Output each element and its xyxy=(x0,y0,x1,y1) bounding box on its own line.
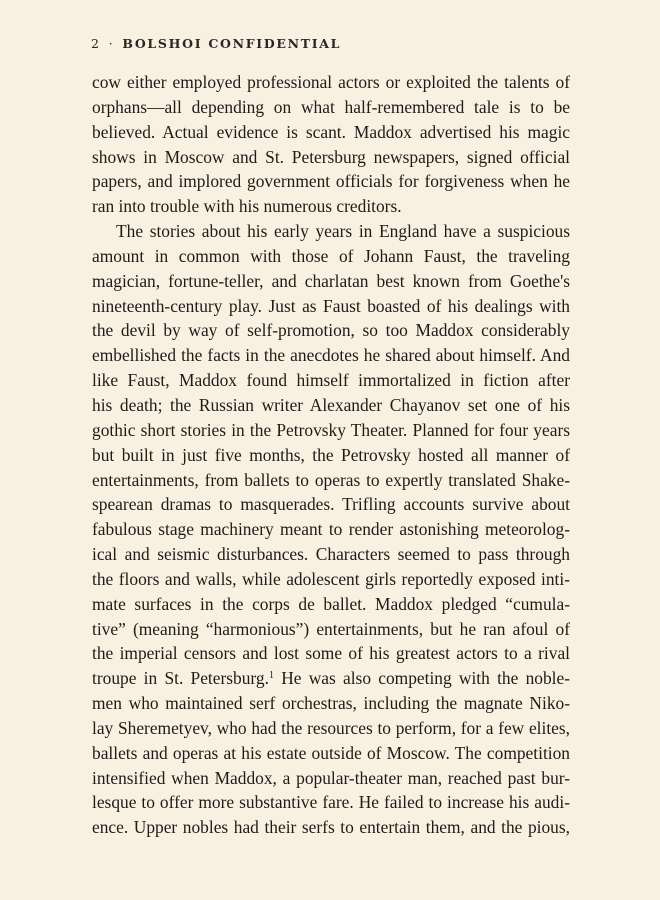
text-line-with-footnote xyxy=(92,666,570,691)
footnote-marker[interactable]: 1 xyxy=(268,670,274,682)
text-line: tive” (meaning “harmonious”) entertainments, but he ran afoul of xyxy=(92,618,570,639)
text-line: his death; the Russian writer Alexander Chayanov set one of his xyxy=(92,394,570,415)
text-line: orphans—all depending on what half-remembered tale is to be xyxy=(92,96,570,117)
text-line: amount in common with those of Johann Faust, the traveling xyxy=(92,245,570,266)
text-line: ballets and operas at his estate outside of Moscow. The competition xyxy=(92,742,570,763)
text-line: shows in Moscow and St. Petersburg newspapers, signed official xyxy=(92,146,570,167)
page-number: 2 xyxy=(91,36,101,51)
text-line: the floors and walls, while adolescent girls reportedly exposed inti- xyxy=(92,568,570,589)
text-line: spearean dramas to masquerades. Trifling accounts survive about xyxy=(92,494,570,515)
text-line: intensified when Maddox, a popular-theater man, reached past bur- xyxy=(92,767,570,788)
text-line: the devil by way of self-promotion, so too Maddox considerably xyxy=(92,320,570,341)
text-line: ence. Upper nobles had their serfs to entertain them, and the pious, xyxy=(92,817,570,838)
text-line: nineteenth-century play. Just as Faust boasted of his dealings with xyxy=(92,295,570,316)
text-line: ran into trouble with his numerous creditors. xyxy=(92,196,402,217)
text-line: ical and seismic disturbances. Characters seemed to pass through xyxy=(92,544,570,565)
text-line: papers, and implored government officials for forgiveness when he xyxy=(92,171,570,192)
text-line: fabulous stage machinery meant to render astonishing meteorolog- xyxy=(92,519,570,540)
text-line: believed. Actual evidence is scant. Maddox advertised his magic xyxy=(92,121,570,142)
paragraph-start-line: The stories about his early years in England have a suspicious xyxy=(116,221,570,242)
text-line: men who maintained serf orchestras, including the magnate Niko- xyxy=(92,693,570,714)
text-line: but built in just five months, the Petrovsky hosted all manner of xyxy=(92,444,570,465)
text-segment: He was also competing with the noble- xyxy=(273,668,570,689)
text-line: entertainments, from ballets to operas to expertly translated Shake- xyxy=(92,469,570,490)
text-line: magician, fortune-teller, and charlatan best known from Goethe's xyxy=(92,270,570,291)
body-text xyxy=(92,70,570,840)
text-line: embellished the facts in the anecdotes he shared about himself. And xyxy=(92,345,570,366)
text-line: cow either employed professional actors or exploited the talents of xyxy=(92,72,570,92)
text-line: lesque to offer more substantive fare. He failed to increase his audi- xyxy=(92,792,570,813)
text-line: lay Sheremetyev, who had the resources to perform, for a few elites, xyxy=(92,717,570,738)
text-line: mate surfaces in the corps de ballet. Maddox pledged “cumula- xyxy=(92,593,570,614)
text-line: gothic short stories in the Petrovsky Theater. Planned for four years xyxy=(92,419,570,440)
header-separator: · xyxy=(108,36,115,51)
book-title: BOLSHOI CONFIDENTIAL xyxy=(122,36,342,51)
text-line: the imperial censors and lost some of his greatest actors to a rival xyxy=(92,643,570,664)
text-line: like Faust, Maddox found himself immortalized in fiction after xyxy=(92,370,570,391)
text-segment: troupe in St. Petersburg. xyxy=(92,668,269,689)
running-header xyxy=(91,36,341,51)
